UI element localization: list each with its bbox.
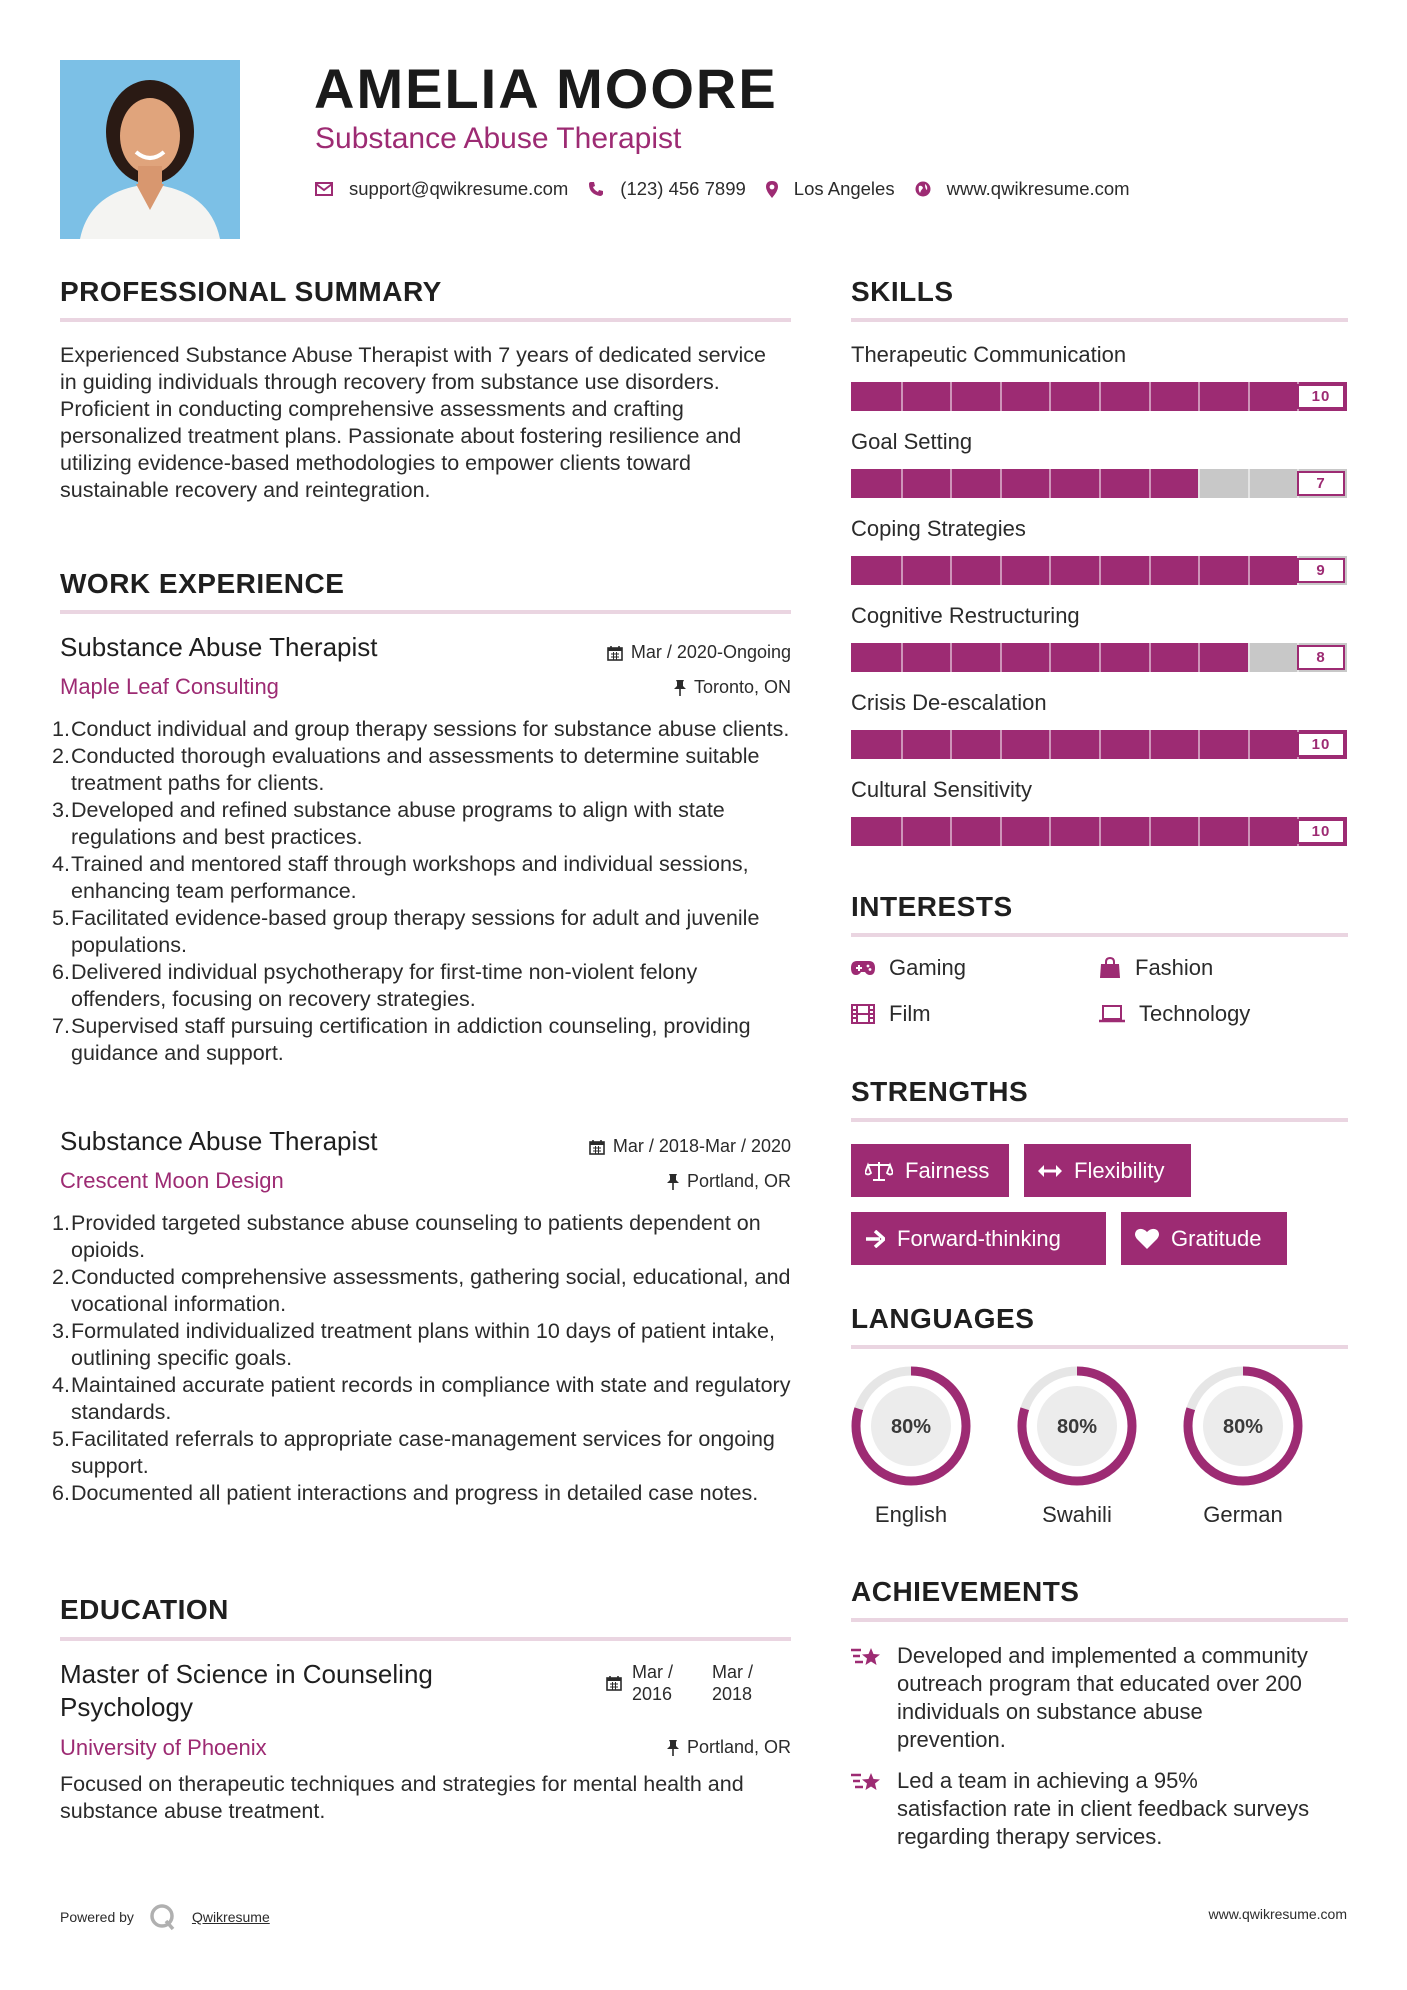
skill-bar xyxy=(851,556,1347,585)
language-label: German xyxy=(1203,1502,1283,1527)
skill-bar-segment xyxy=(1149,643,1151,672)
languages-divider xyxy=(851,1345,1348,1349)
skill-bar-segment xyxy=(1000,643,1002,672)
language-label: English xyxy=(874,1502,948,1527)
skill-bar-segment xyxy=(950,817,952,846)
skill-bar-segment xyxy=(1049,382,1051,411)
skill-score: 10 xyxy=(1297,384,1345,409)
skill-bar-segment xyxy=(1000,556,1002,585)
skill-bar-segment xyxy=(1099,382,1101,411)
footer-powered-by xyxy=(60,1902,270,1932)
skill-bar-segment xyxy=(1198,469,1200,498)
skill-bar-segment xyxy=(1000,469,1002,498)
interest-gaming xyxy=(851,955,966,981)
strength-label: Gratitude xyxy=(1171,1225,1262,1251)
calendar-icon xyxy=(589,1139,605,1155)
strength-label: Fairness xyxy=(905,1157,990,1183)
skill-bar-segment xyxy=(1000,730,1002,759)
skill-bar-segment xyxy=(901,730,903,759)
skill-label: Goal Setting xyxy=(851,429,973,454)
achievement-item xyxy=(851,1767,1311,1851)
education-description: Focused on therapeutic techniques and strategies for mental health and substance abuse treatment. xyxy=(60,1772,744,1823)
skill-bar-segment xyxy=(901,556,903,585)
interest-fashion xyxy=(1099,955,1213,981)
interests-heading: INTERESTS xyxy=(851,891,1013,922)
skill-bar-segment xyxy=(1049,817,1051,846)
skill-label: Therapeutic Communication xyxy=(851,342,1127,367)
interest-label: Gaming xyxy=(889,955,967,980)
skill-label: Cultural Sensitivity xyxy=(851,777,1032,802)
skills-heading: SKILLS xyxy=(851,276,954,307)
languages-heading: LANGUAGES xyxy=(851,1303,1035,1334)
list-item: 7. Supervised staff pursuing certification in addiction counseling, providing guidance and support. xyxy=(52,1014,751,1065)
interests-divider xyxy=(851,933,1348,937)
interest-film xyxy=(851,1001,931,1027)
list-item: 4. Trained and mentored staff through workshops and individual sessions, enhancing team performance. xyxy=(52,852,749,903)
powered-by-text: Powered by xyxy=(60,1909,134,1925)
education-location-text: Portland, OR xyxy=(686,1737,791,1757)
list-item: 3. Formulated individualized treatment plans within 10 days of patient intake, outlining specific goals. xyxy=(52,1319,775,1370)
language-ring xyxy=(1181,1364,1305,1493)
summary-heading: PROFESSIONAL SUMMARY xyxy=(60,276,442,307)
skill-bar xyxy=(851,469,1347,498)
education-school: University of Phoenix xyxy=(60,1735,267,1760)
list-item: 6. Documented all patient interactions and progress in detailed case notes. xyxy=(52,1481,759,1505)
globe-icon xyxy=(915,181,931,197)
calendar-icon xyxy=(607,645,623,661)
education-start: Mar / 2016 xyxy=(632,1662,674,1704)
job-2-location xyxy=(520,1171,791,1192)
education-divider xyxy=(60,1637,791,1641)
job-2-company: Crescent Moon Design xyxy=(60,1168,284,1193)
skill-label: Cognitive Restructuring xyxy=(851,603,1080,628)
strength-fairness xyxy=(851,1144,1009,1197)
phone-icon xyxy=(588,181,604,197)
interest-label: Technology xyxy=(1139,1001,1251,1026)
language-ring xyxy=(1015,1364,1139,1493)
skill-bar-segment xyxy=(1248,730,1250,759)
education-heading: EDUCATION xyxy=(60,1594,229,1625)
skill-bar-segment xyxy=(901,643,903,672)
skill-bar-segment xyxy=(1049,730,1051,759)
skill-bar-segment xyxy=(950,382,952,411)
skill-bar-segment xyxy=(1149,382,1151,411)
skill-score: 7 xyxy=(1297,471,1345,496)
list-item: 1. Provided targeted substance abuse counseling to patients dependent on opioids. xyxy=(52,1211,761,1262)
gamepad-icon xyxy=(851,960,875,976)
strength-gratitude xyxy=(1121,1212,1287,1265)
skill-bar-segment xyxy=(1099,730,1101,759)
job-1-location-text: Toronto, ON xyxy=(693,677,791,697)
interest-label: Film xyxy=(889,1001,931,1026)
skill-bar-segment xyxy=(1198,556,1200,585)
skill-bar-segment xyxy=(1149,817,1151,846)
skill-score: 8 xyxy=(1297,645,1345,670)
skill-bar xyxy=(851,817,1347,846)
film-icon xyxy=(851,1004,875,1024)
footer-url[interactable]: www.qwikresume.com xyxy=(1208,1906,1347,1922)
job-2-title: Substance Abuse Therapist xyxy=(60,1126,378,1156)
achievement-item xyxy=(851,1642,1311,1754)
education-degree: Master of Science in Counseling Psychology xyxy=(60,1659,433,1722)
achievement-text: Led a team in achieving a 95% satisfaction rate in client feedback surveys regarding therapy services. xyxy=(897,1768,1310,1849)
skill-bar-segment xyxy=(950,469,952,498)
skill-bar-segment xyxy=(901,817,903,846)
qwikresume-link[interactable]: Qwikresume xyxy=(191,1909,270,1925)
language-label: Swahili xyxy=(1042,1502,1112,1527)
job-1-title: Substance Abuse Therapist xyxy=(60,632,378,662)
contact-website[interactable] xyxy=(915,178,1130,200)
skill-bar-segment xyxy=(1049,556,1051,585)
map-marker-icon xyxy=(766,181,778,198)
skill-bar-segment xyxy=(901,382,903,411)
skill-bar-segment xyxy=(1049,643,1051,672)
list-item: 1. Conduct individual and group therapy sessions for substance abuse clients. xyxy=(52,717,790,741)
strengths-divider xyxy=(851,1118,1348,1122)
summary-divider xyxy=(60,318,791,322)
pushpin-icon xyxy=(667,1739,679,1756)
experience-heading: WORK EXPERIENCE xyxy=(60,568,345,599)
skill-bar-segment xyxy=(1000,382,1002,411)
skill-label: Crisis De-escalation xyxy=(851,690,1047,715)
shooting-star-icon xyxy=(851,1769,883,1795)
candidate-name: AMELIA MOORE xyxy=(314,57,778,120)
skill-label: Coping Strategies xyxy=(851,516,1026,541)
job-1-dates xyxy=(520,642,791,663)
education-dates xyxy=(606,1661,768,1705)
skill-bar-segment xyxy=(1248,643,1250,672)
skill-bar-segment xyxy=(1000,817,1002,846)
strength-label: Flexibility xyxy=(1074,1157,1165,1183)
balance-scale-icon xyxy=(865,1160,893,1182)
skill-bar-segment xyxy=(950,556,952,585)
skill-bar-segment xyxy=(950,730,952,759)
skill-bar-segment xyxy=(901,469,903,498)
list-item: 2. Conducted thorough evaluations and assessments to determine suitable treatment paths for clients. xyxy=(52,744,760,795)
list-item: 2. Conducted comprehensive assessments, gathering social, educational, and vocational information. xyxy=(52,1265,791,1316)
achievements-divider xyxy=(851,1618,1348,1622)
laptop-icon xyxy=(1099,1005,1125,1023)
pushpin-icon xyxy=(674,679,686,696)
language-ring xyxy=(849,1364,973,1493)
achievement-text: Developed and implemented a community outreach program that educated over 200 individuals on substance abuse prevention. xyxy=(897,1643,1308,1752)
envelope-icon xyxy=(315,182,333,196)
contact-email[interactable] xyxy=(315,178,568,200)
language-percent: 80% xyxy=(1056,1416,1098,1438)
pushpin-icon xyxy=(667,1173,679,1190)
skill-score: 9 xyxy=(1297,558,1345,583)
interest-technology xyxy=(1099,1001,1250,1027)
job-1-dates-text: Mar / 2020-Ongoing xyxy=(630,642,791,662)
education-end: Mar / 2018 xyxy=(712,1662,754,1704)
skill-bar-segment xyxy=(1099,643,1101,672)
skill-score: 10 xyxy=(1297,819,1345,844)
language-percent: 80% xyxy=(1222,1416,1264,1438)
skill-bar-segment xyxy=(1248,817,1250,846)
language-percent: 80% xyxy=(890,1416,932,1438)
skill-bar-segment xyxy=(1099,469,1101,498)
contact-location xyxy=(766,178,895,200)
skill-bar xyxy=(851,643,1347,672)
skill-bar-fill xyxy=(851,556,1297,585)
job-2-dates xyxy=(520,1136,791,1157)
skill-bar-segment xyxy=(1049,469,1051,498)
website-text: www.qwikresume.com xyxy=(946,178,1130,199)
job-2-bullets xyxy=(52,1210,792,1507)
job-1-company: Maple Leaf Consulting xyxy=(60,674,279,699)
arrows-horizontal-icon xyxy=(1038,1164,1062,1178)
strength-label: Forward-thinking xyxy=(897,1225,1061,1251)
location-text: Los Angeles xyxy=(793,178,895,199)
achievements-heading: ACHIEVEMENTS xyxy=(851,1576,1080,1607)
job-1-location xyxy=(520,677,791,698)
shooting-star-icon xyxy=(851,1644,883,1670)
skill-bar xyxy=(851,730,1347,759)
calendar-icon xyxy=(606,1675,622,1691)
skill-bar-segment xyxy=(1099,817,1101,846)
job-2-dates-text: Mar / 2018-Mar / 2020 xyxy=(612,1136,791,1156)
heart-icon xyxy=(1135,1228,1159,1249)
skill-bar-segment xyxy=(1149,730,1151,759)
skill-bar-segment xyxy=(1099,556,1101,585)
skill-score: 10 xyxy=(1297,732,1345,757)
skill-bar-segment xyxy=(1198,382,1200,411)
strength-flexibility xyxy=(1024,1144,1191,1197)
summary-text: Experienced Substance Abuse Therapist with 7 years of dedicated service in guiding individuals through recovery from substance use disorders. Proficient in conducting comprehensive assessments and crafting personalized treatment plans. Passionate about fostering resilience and utilizing evidence-based methodologies to empower clients toward sustainable recovery and reintegration. xyxy=(60,343,766,502)
list-item: 4. Maintained accurate patient records in compliance with state and regulatory standards. xyxy=(52,1373,791,1424)
skill-bar-segment xyxy=(1198,730,1200,759)
skill-bar-segment xyxy=(950,643,952,672)
list-item: 6. Delivered individual psychotherapy for first-time non-violent felony offenders, focusing on recovery strategies. xyxy=(52,960,698,1011)
qwikresume-logo-icon xyxy=(148,1902,178,1932)
skill-bar xyxy=(851,382,1347,411)
list-item: 3. Developed and refined substance abuse programs to align with state regulations and best practices. xyxy=(52,798,725,849)
shopping-bag-icon xyxy=(1099,957,1121,979)
job-2-location-text: Portland, OR xyxy=(686,1171,791,1191)
strengths-heading: STRENGTHS xyxy=(851,1076,1029,1107)
interest-label: Fashion xyxy=(1135,955,1214,980)
contact-phone[interactable] xyxy=(588,178,746,200)
skill-bar-segment xyxy=(1149,556,1151,585)
profile-photo xyxy=(60,60,240,239)
education-location xyxy=(520,1737,791,1758)
experience-divider xyxy=(60,610,791,614)
job-1-bullets xyxy=(52,716,792,1067)
skills-divider xyxy=(851,318,1348,322)
phone-text: (123) 456 7899 xyxy=(620,178,746,199)
strength-forward-thinking xyxy=(851,1212,1106,1265)
skill-bar-segment xyxy=(1198,817,1200,846)
list-item: 5. Facilitated evidence-based group therapy sessions for adult and juvenile populations. xyxy=(52,906,760,957)
skill-bar-segment xyxy=(1248,556,1250,585)
skill-bar-segment xyxy=(1198,643,1200,672)
candidate-title: Substance Abuse Therapist xyxy=(315,122,682,155)
email-text: support@qwikresume.com xyxy=(349,178,569,199)
arrow-right-icon xyxy=(865,1230,885,1248)
skill-bar-segment xyxy=(1248,469,1250,498)
contact-bar xyxy=(315,178,1150,200)
skill-bar-segment xyxy=(1149,469,1151,498)
skill-bar-fill xyxy=(851,469,1198,498)
skill-bar-segment xyxy=(1248,382,1250,411)
list-item: 5. Facilitated referrals to appropriate case-management services for ongoing support. xyxy=(52,1427,775,1478)
